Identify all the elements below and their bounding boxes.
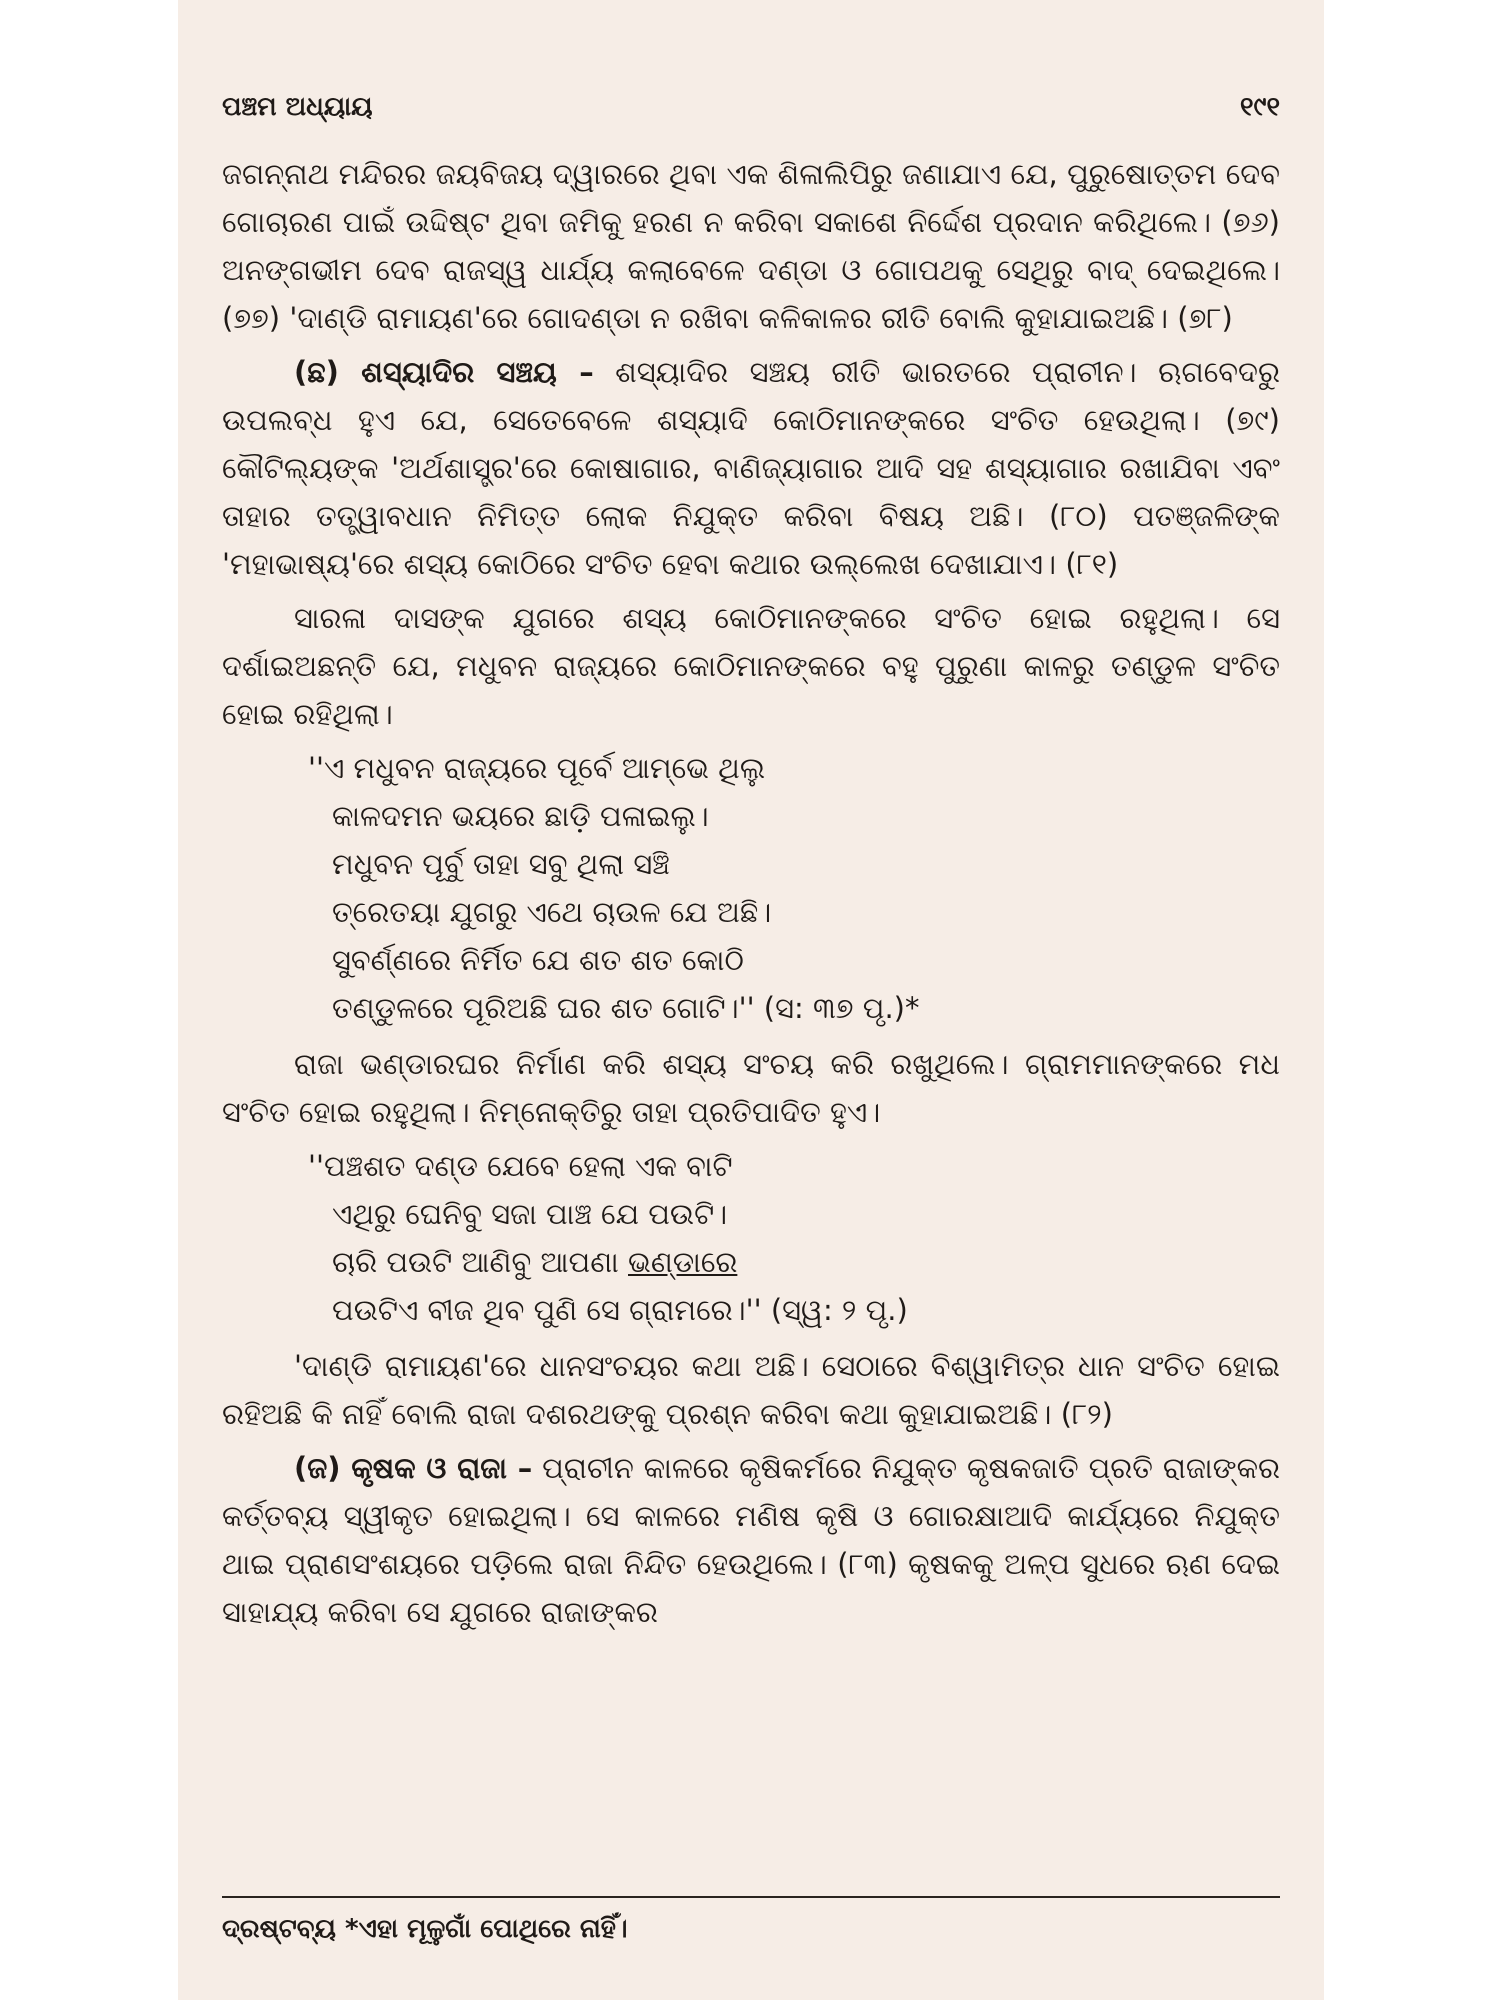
underlined-word: ଭଣ୍ଡାରେ [628, 1245, 738, 1279]
verse-line-text: ଚାରି ପଉଟି ଆଣିବୁ ଆପଣା [332, 1245, 628, 1279]
book-page [178, 0, 1324, 2000]
verse-line: ମଧୁବନ ପୂର୍ବୁ ତାହା ସବୁ ଥିଲା ସଞ୍ଚି [332, 847, 670, 881]
footnote-divider [222, 1896, 1280, 1898]
page-number: ୧୯୧ [1239, 92, 1280, 122]
verse-line: କାଳଦମନ ଭୟରେ ଛାଡ଼ି ପଳାଇଲୁ। [332, 799, 709, 833]
page-header [222, 92, 1280, 132]
verse-line: ଏଥିରୁ ଘେନିବୁ ସଜା ପାଞ୍ଚ ଯେ ପଉଟି। [332, 1197, 728, 1231]
verse-line [332, 1238, 1280, 1286]
paragraph-dandi-ramayan: 'ଦାଣ୍ଡି ରାମାୟଣ'ରେ ଧାନସଂଚୟର କଥା ଅଛି। ସେଠାରେ ବିଶ୍ୱାମିତ୍ର ଧାନ ସଂଚିତ ହୋଇ ରହିଅଛି କି ନାହିଁ ବୋଲି ରାଜା ଦଶରଥଙ୍କୁ ପ୍ରଶ୍ନ କରିବା କଥା କୁହାଯାଇଅଛି। (୮୨) [222, 1349, 1280, 1431]
section-ja-text: ପ୍ରାଚୀନ କାଳରେ କୃଷିକର୍ମରେ ନିଯୁକ୍ତ କୃଷକଜାତି ପ୍ରତି ରାଜାଙ୍କର କର୍ତ୍ତବ୍ୟ ସ୍ୱୀକୃତ ହୋଇଥିଲା। ସେ କାଳରେ ମଣିଷ କୃଷି ଓ ଗୋରକ୍ଷାଆଦି କାର୍ଯ୍ୟରେ ନିଯୁକ୍ତ ଥାଇ ପ୍ରାଣସଂଶୟରେ ପଡ଼ିଲେ ରାଜା ନିନ୍ଦିତ ହେଉଥିଲେ। (୮୩) କୃଷକକୁ ଅଳ୍ପ ସୁଧରେ ଋଣ ଦେଇ ସାହାଯ୍ୟ କରିବା ସେ ଯୁଗରେ ରାଜାଙ୍କର [222, 1451, 1280, 1629]
verse-line: ତ୍ରେତୟା ଯୁଗରୁ ଏଥେ ଚାଉଳ ଯେ ଅଛି। [332, 895, 772, 929]
verse-line: ତଣ୍ଡୁଳରେ ପୂରିଅଛି ଘର ଶତ ଗୋଟି।'' (ସ: ୩୭ ପୃ.)* [332, 991, 920, 1025]
page-body [222, 150, 1280, 1642]
section-ja [222, 1444, 1280, 1636]
section-cha-text: ଶସ୍ୟାଦିର ସଞ୍ଚୟ ରୀତି ଭାରତରେ ପ୍ରାଚୀନ। ଋଗବେଦରୁ ଉପଲବ୍ଧ ହୁଏ ଯେ, ସେତେବେଳେ ଶସ୍ୟାଦି କୋଠିମାନଙ୍କରେ ସଂଚିତ ହେଉଥିଲା। (୭୯) କୌଟିଲ୍ୟଙ୍କ 'ଅର୍ଥଶାସ୍ତ୍ର'ରେ କୋଷାଗାର, ବାଣିଜ୍ୟାଗାର ଆଦି ସହ ଶସ୍ୟାଗାର ରଖାଯିବା ଏବଂ ତାହାର ତତ୍ତ୍ୱାବଧାନ ନିମିତ୍ତ ଲୋକ ନିଯୁକ୍ତ କରିବା ବିଷୟ ଅଛି। (୮୦) ପତଞ୍ଜଳିଙ୍କ 'ମହାଭାଷ୍ୟ'ରେ ଶସ୍ୟ କୋଠିରେ ସଂଚିତ ହେବା କଥାର ଉଲ୍ଲେଖ ଦେଖାଯାଏ। (୮୧) [222, 355, 1280, 581]
paragraph-sarala: ସାରଳା ଦାସଙ୍କ ଯୁଗରେ ଶସ୍ୟ କୋଠିମାନଙ୍କରେ ସଂଚିତ ହୋଇ ରହୁଥିଲା। ସେ ଦର୍ଶାଇଅଛନ୍ତି ଯେ, ମଧୁବନ ରାଜ୍ୟରେ କୋଠିମାନଙ୍କରେ ବହୁ ପୁରୁଣା କାଳରୁ ତଣ୍ଡୁଳ ସଂଚିତ ହୋଇ ରହିଥିଲା। [222, 601, 1280, 731]
verse-line: ସୁବର୍ଣ୍ଣରେ ନିର୍ମିତ ଯେ ଶତ ଶତ କୋଠି [332, 943, 744, 977]
section-ja-heading: (ଜ) କୃଷକ ଓ ରାଜା – [294, 1451, 533, 1485]
verse-line: ''ପଞ୍ଚଶତ ଦଣ୍ଡ ଯେବେ ହେଲା ଏକ ବାଟି [308, 1149, 733, 1183]
paragraph-bhandar: ରାଜା ଭଣ୍ଡାରଘର ନିର୍ମାଣ କରି ଶସ୍ୟ ସଂଚୟ କରି ରଖୁଥିଲେ। ଗ୍ରାମମାନଙ୍କରେ ମଧ ସଂଚିତ ହୋଇ ରହୁଥିଲା। ନିମ୍ନୋକ୍ତିରୁ ତାହା ପ୍ରତିପାଦିତ ହୁଏ। [222, 1047, 1280, 1129]
section-cha-heading: (ଛ) ଶସ୍ୟାଦିର ସଞ୍ଚୟ – [294, 355, 594, 389]
section-cha [222, 348, 1280, 588]
chapter-title: ପଞ୍ଚମ ଅଧ୍ୟାୟ [222, 92, 373, 122]
footnote: ଦ୍ରଷ୍ଟବ୍ୟ *ଏହା ମୂଳୁଗାଁ ପୋଥିରେ ନାହିଁ। [222, 1914, 628, 1944]
verse-madhuban [308, 744, 1280, 1032]
paragraph-jagannath: ଜଗନ୍ନାଥ ମନ୍ଦିରର ଜୟବିଜୟ ଦ୍ୱାରରେ ଥିବା ଏକ ଶିଳାଲିପିରୁ ଜଣାଯାଏ ଯେ, ପୁରୁଷୋତ୍ତମ ଦେବ ଗୋଚାରଣ ପାଇଁ ଉଦ୍ଦିଷ୍ଟ ଥିବା ଜମିକୁ ହରଣ ନ କରିବା ସକାଶେ ନିର୍ଦ୍ଦେଶ ପ୍ରଦାନ କରିଥିଲେ। (୭୬) ଅନଙ୍ଗଭୀମ ଦେବ ରାଜସ୍ୱ ଧାର୍ଯ୍ୟ କଲାବେଳେ ଦଣ୍ଡା ଓ ଗୋପଥକୁ ସେଥିରୁ ବାଦ୍ ଦେଇଥିଲେ। (୭୭) 'ଦାଣ୍ଡି ରାମାୟଣ'ରେ ଗୋଦଣ୍ଡା ନ ରଖିବା କଳିକାଳର ରୀତି ବୋଲି କୁହାଯାଇଅଛି। (୭୮) [222, 157, 1280, 335]
verse-panchashata [308, 1142, 1280, 1334]
verse-line: ପଉଟିଏ ବୀଜ ଥିବ ପୁଣି ସେ ଗ୍ରାମରେ।'' (ସ୍ୱ: ୨ ପୃ.) [332, 1293, 908, 1327]
verse-line: ''ଏ ମଧୁବନ ରାଜ୍ୟରେ ପୂର୍ବେ ଆମ୍ଭେ ଥିଲୁ [308, 751, 766, 785]
